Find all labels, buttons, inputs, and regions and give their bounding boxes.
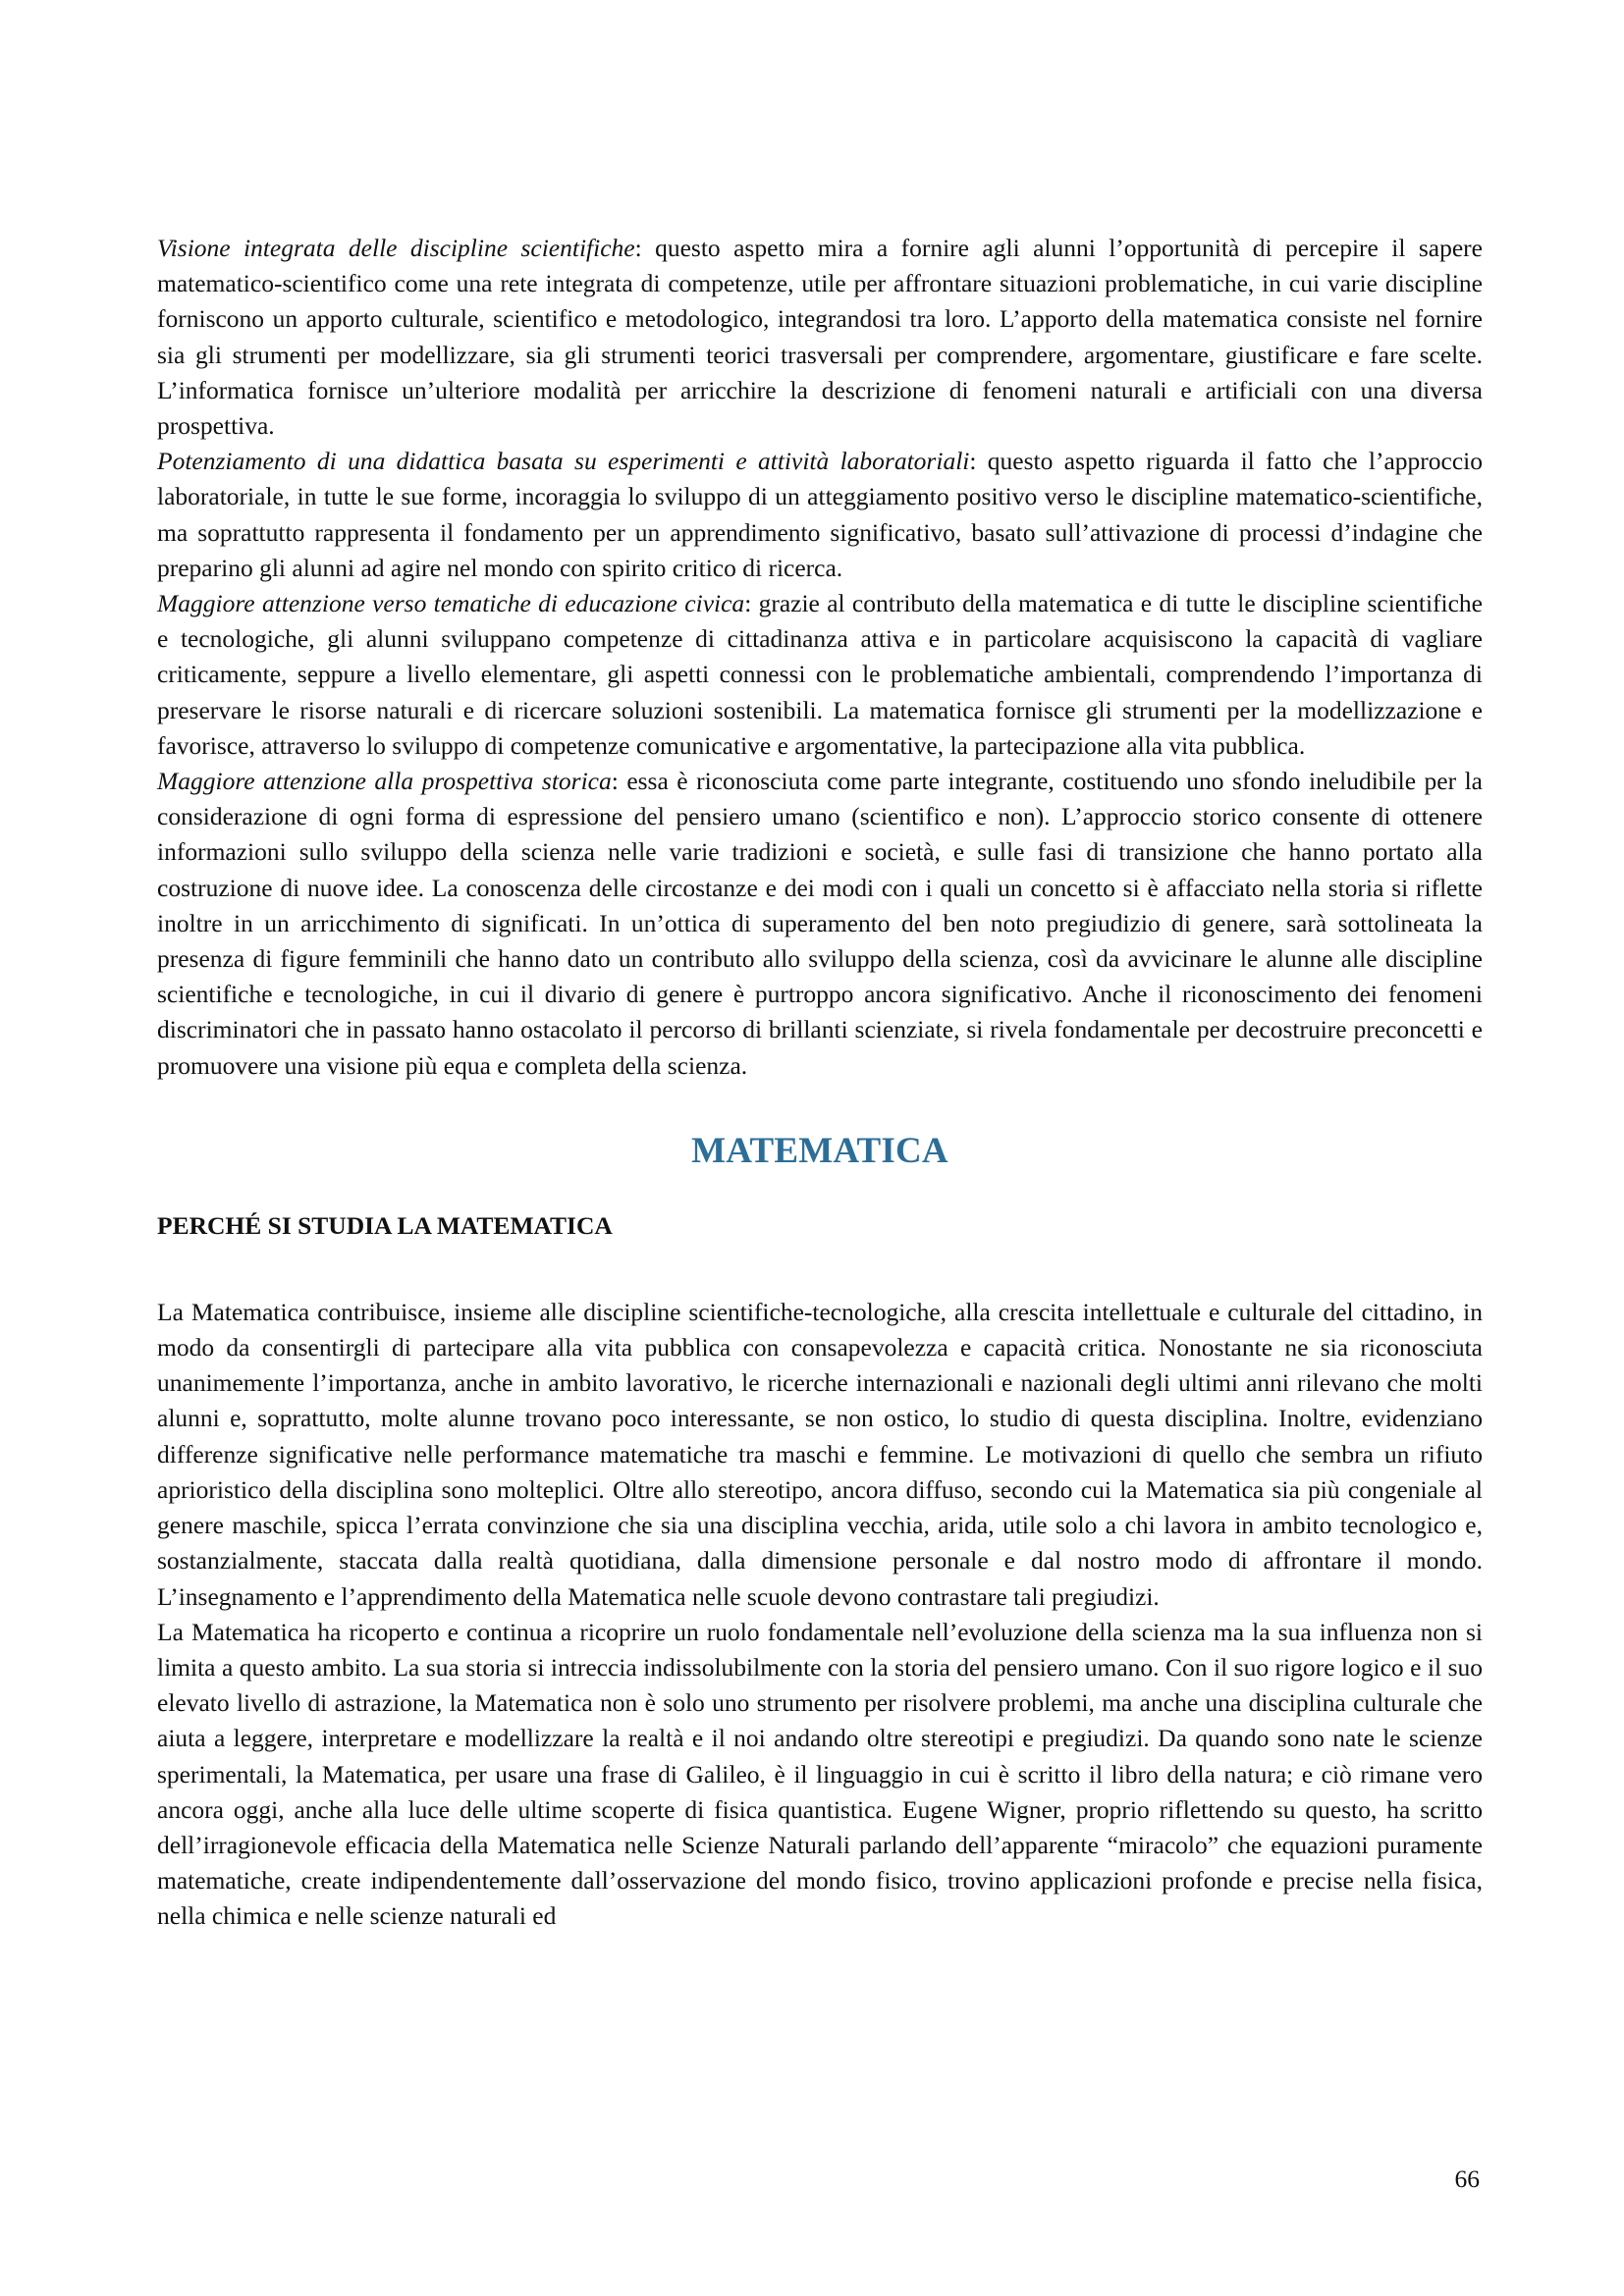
paragraph-body-1: La Matematica contribuisce, insieme alle discipline scientifiche-tecnologiche, alla crescita intellettuale e culturale del cittadino, in modo da consentirgli di partecipare alla vita pubblica con consapevolezza e capacità critica. Nonostante ne sia riconosciuta unanimemente l’importanza, anche in ambito lavorativo, le ricerche internazionali e nazionali degli ultimi anni rilevano che molti alunni e, soprattutto, molte alunne trovano poco interessante, se non ostico, lo studio di questa disciplina. Inoltre, evidenziano differenze significative nelle performance matematiche tra maschi e femmine. Le motivazioni di quello che sembra un rifiuto aprioristico della disciplina sono molteplici. Oltre allo stereotipo, ancora diffuso, secondo cui la Matematica sia più congeniale al genere maschile, spicca l’errata convinzione che sia una disciplina vecchia, arida, utile solo a chi lavora in ambito tecnologico e, sostanzialmente, staccata dalla realtà quotidiana, dalla dimensione personale e dal nostro modo di affrontare il mondo. L’insegnamento e l’apprendimento della Matematica nelle scuole devono contrastare tali pregiudizi.: [157, 1297, 1483, 1611]
paragraph-lead: Potenziamento di una didattica basata su esperimenti e attività laboratoriali: [157, 447, 970, 476]
paragraph-didattica-laboratoriale: [157, 444, 1483, 586]
page-number: 66: [1454, 2164, 1480, 2193]
paragraph-visione-integrata: [157, 231, 1483, 444]
paragraph-body-2: La Matematica ha ricoperto e continua a ricoprire un ruolo fondamentale nell’evoluzione della scienza ma la sua influenza non si limita a questo ambito. La sua storia si intreccia indissolubilmente con la storia del pensiero umano. Con il suo rigore logico e il suo elevato livello di astrazione, la Matematica non è solo uno strumento per risolvere problemi, ma anche una disciplina culturale che aiuta a leggere, interpretare e modellizzare la realtà e il noi andando oltre stereotipi e pregiudizi. Da quando sono nate le scienze sperimentali, la Matematica, per usare una frase di Galileo, è il linguaggio in cui è scritto il libro della natura; e ciò rimane vero ancora oggi, anche alla luce delle ultime scoperte di fisica quantistica. Eugene Wigner, proprio riflettendo su questo, ha scritto dell’irragionevole efficacia della Matematica nelle Scienze Naturali parlando dell’apparente “miracolo” che equazioni puramente matematiche, create indipendentemente dall’osservazione del mondo fisico, trovino applicazioni profonde e precise nella fisica, nella chimica e nelle scienze naturali ed: [157, 1617, 1483, 1931]
paragraph-body: : essa è riconosciuta come parte integrante, costituendo uno sfondo ineludibile per la considerazione di ogni forma di espressione del pensiero umano (scientifico e non). L’approccio storico consente di ottenere informazioni sullo sviluppo della scienza nelle varie tradizioni e società, e sulle fasi di transizione che hanno portato alla costruzione di nuove idee. La conoscenza delle circostanze e dei modi con i quali un concetto si è affacciato nella storia si riflette inoltre in un arricchimento di significati. In un’ottica di superamento del ben noto pregiudizio di genere, sarà sottolineata la presenza di figure femminili che hanno dato un contributo allo sviluppo della scienza, così da avvicinare le alunne alle discipline scientifiche e tecnologiche, in cui il divario di genere è purtroppo ancora significativo. Anche il riconoscimento dei fenomeni discriminatori che in passato hanno ostacolato il percorso di brillanti scienziate, si rivela fondamentale per decostruire preconcetti e promuovere una visione più equa e completa della scienza.: [157, 767, 1483, 1080]
paragraph-lead: Maggiore attenzione alla prospettiva storica: [157, 767, 612, 796]
paragraph-body: : questo aspetto mira a fornire agli alunni l’opportunità di percepire il sapere matematico-scientifico come una rete integrata di competenze, utile per affrontare situazioni problematiche, in cui varie discipline forniscono un apporto culturale, scientifico e metodologico, integrandosi tra loro. L’apporto della matematica consiste nel fornire sia gli strumenti per modellizzare, sia gli strumenti teorici trasversali per comprendere, argomentare, giustificare e fare scelte. L’informatica fornisce un’ulteriore modalità per arricchire la descrizione di fenomeni naturali e artificiali con una diversa prospettiva.: [157, 234, 1483, 441]
paragraph-prospettiva-storica: [157, 764, 1483, 1084]
paragraph-body: : questo aspetto riguarda il fatto che l’approccio laboratoriale, in tutte le sue forme, incoraggia lo sviluppo di un atteggiamento positivo verso le discipline matematico-scientifiche, ma soprattutto rappresenta il fondamento per un apprendimento significativo, basato sull’attivazione di processi d’indagine che preparino gli alunni ad agire nel mondo con spirito critico di ricerca.: [157, 447, 1483, 582]
paragraph-educazione-civica: [157, 586, 1483, 764]
paragraph-body: : grazie al contributo della matematica e di tutte le discipline scientifiche e tecnologiche, gli alunni sviluppano competenze di cittadinanza attiva e in particolare acquisiscono la capacità di vagliare criticamente, seppure a livello elementare, gli aspetti connessi con le problematiche ambientali, comprendendo l’importanza di preservare le risorse naturali e di ricercare soluzioni sostenibili. La matematica fornisce gli strumenti per la modellizzazione e favorisce, attraverso lo sviluppo di competenze comunicative e argomentative, la partecipazione alla vita pubblica.: [157, 589, 1483, 760]
document-page: [157, 231, 1483, 1935]
subsection-heading: PERCHÉ SI STUDIA LA MATEMATICA: [157, 1210, 613, 1240]
paragraph-lead: Visione integrata delle discipline scientifiche: [157, 234, 635, 262]
section-title: MATEMATICA: [691, 1130, 948, 1171]
paragraph-lead: Maggiore attenzione verso tematiche di educazione civica: [157, 589, 745, 618]
